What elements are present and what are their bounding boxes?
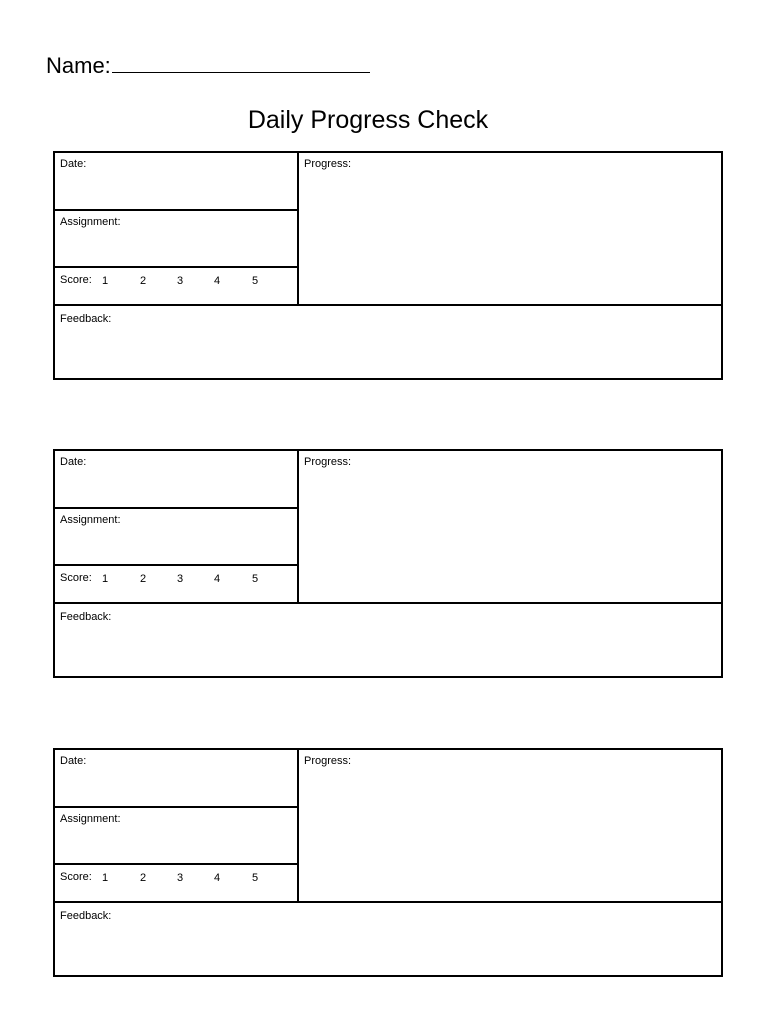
score-option-3[interactable]: 3: [177, 573, 184, 585]
score-option-2[interactable]: 2: [140, 275, 147, 287]
score-label: Score:: [60, 871, 92, 883]
score-option-2[interactable]: 2: [140, 872, 147, 884]
score-cell: [55, 564, 297, 602]
score-label: Score:: [60, 274, 92, 286]
progress-cell[interactable]: [297, 451, 721, 602]
feedback-cell[interactable]: [55, 901, 721, 975]
date-cell[interactable]: [55, 750, 297, 806]
assignment-cell[interactable]: [55, 806, 297, 863]
assignment-label: Assignment:: [60, 813, 121, 825]
feedback-label: Feedback:: [60, 910, 112, 922]
score-option-1[interactable]: 1: [102, 275, 109, 287]
score-option-2[interactable]: 2: [140, 573, 147, 585]
score-option-3[interactable]: 3: [177, 872, 184, 884]
progress-label: Progress:: [304, 158, 352, 170]
date-label: Date:: [60, 755, 87, 767]
score-option-5[interactable]: 5: [252, 275, 259, 287]
score-option-1[interactable]: 1: [102, 872, 109, 884]
score-label: Score:: [60, 572, 92, 584]
name-label: Name:: [46, 53, 111, 78]
feedback-label: Feedback:: [60, 313, 112, 325]
feedback-cell[interactable]: [55, 602, 721, 676]
date-cell[interactable]: [55, 451, 297, 507]
date-label: Date:: [60, 158, 87, 170]
score-option-5[interactable]: 5: [252, 573, 259, 585]
score-option-4[interactable]: 4: [214, 872, 221, 884]
score-cell: [55, 863, 297, 901]
score-option-4[interactable]: 4: [214, 573, 221, 585]
progress-check-card: [53, 748, 723, 977]
progress-check-card: [53, 449, 723, 678]
score-option-5[interactable]: 5: [252, 872, 259, 884]
progress-label: Progress:: [304, 755, 352, 767]
feedback-cell[interactable]: [55, 304, 721, 378]
assignment-label: Assignment:: [60, 216, 121, 228]
date-cell[interactable]: [55, 153, 297, 209]
progress-cell[interactable]: [297, 750, 721, 901]
score-option-4[interactable]: 4: [214, 275, 221, 287]
score-cell: [55, 266, 297, 304]
progress-cell[interactable]: [297, 153, 721, 304]
assignment-cell[interactable]: [55, 507, 297, 564]
name-field: [46, 50, 370, 81]
page-title: Daily Progress Check: [247, 106, 489, 134]
name-blank-line[interactable]: [112, 50, 370, 73]
feedback-label: Feedback:: [60, 611, 112, 623]
progress-check-card: [53, 151, 723, 380]
score-option-3[interactable]: 3: [177, 275, 184, 287]
assignment-label: Assignment:: [60, 514, 121, 526]
score-option-1[interactable]: 1: [102, 573, 109, 585]
date-label: Date:: [60, 456, 87, 468]
progress-label: Progress:: [304, 456, 352, 468]
assignment-cell[interactable]: [55, 209, 297, 266]
